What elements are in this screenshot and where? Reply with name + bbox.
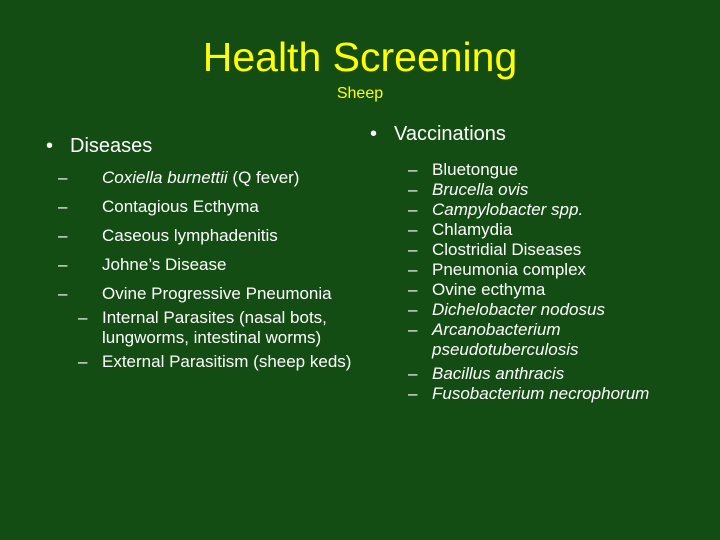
dash-icon: – [408, 300, 418, 319]
disease-name: Caseous lymphadenitis [102, 226, 278, 245]
dash-icon: – [408, 260, 418, 279]
dash-icon: – [408, 180, 418, 199]
list-item [370, 220, 710, 240]
vaccine-name: Dichelobacter nodosus [432, 300, 605, 319]
vaccine-name: Fusobacterium necrophorum [432, 384, 650, 403]
list-item [46, 308, 356, 348]
list-item [370, 384, 710, 404]
disease-name: Internal Parasites (nasal bots, lungworms, intestinal worms) [102, 308, 327, 347]
list-item [370, 300, 710, 320]
list-item [46, 197, 356, 217]
list-item [46, 255, 356, 275]
list-item [370, 280, 710, 300]
dash-icon: – [58, 197, 68, 216]
vaccine-name: Campylobacter spp. [432, 200, 584, 219]
vaccine-name: Chlamydia [432, 220, 513, 239]
list-item [46, 352, 356, 372]
diseases-column [46, 134, 356, 381]
vaccine-name: Brucella ovis [432, 180, 529, 199]
dash-icon: – [408, 220, 418, 239]
vaccine-name: Ovine ecthyma [432, 280, 546, 299]
disease-name: Johne’s Disease [102, 255, 227, 274]
vaccinations-heading-label: Vaccinations [394, 123, 506, 145]
list-item [370, 200, 710, 220]
vaccine-name: Bacillus anthracis [432, 364, 565, 383]
vaccine-name: Bluetongue [432, 160, 519, 179]
slide-subtitle: Sheep [336, 85, 384, 102]
dash-icon: – [58, 168, 68, 187]
list-item [370, 160, 710, 180]
list-item [46, 168, 356, 188]
disease-name: Contagious Ecthyma [102, 197, 259, 216]
bullet-icon: • [46, 135, 54, 157]
list-item [370, 364, 710, 384]
slide-title: Health Screening [202, 34, 518, 80]
disease-name-italic: Coxiella burnettii [102, 168, 228, 187]
diseases-heading [46, 134, 356, 158]
list-item [370, 180, 710, 200]
diseases-list [46, 168, 356, 372]
disease-name: External Parasitism (sheep keds) [102, 352, 352, 371]
dash-icon: – [78, 308, 88, 327]
dash-icon: – [58, 255, 68, 274]
vaccine-name: Clostridial Diseases [432, 240, 582, 259]
vaccinations-column [370, 122, 710, 408]
list-item [370, 240, 710, 260]
dash-icon: – [58, 226, 68, 245]
vaccine-name: Arcanobacterium pseudotuberculosis [432, 320, 579, 359]
list-item [46, 226, 356, 246]
dash-icon: – [408, 200, 418, 219]
dash-icon: – [408, 384, 418, 403]
disease-name-suffix: (Q fever) [227, 168, 300, 187]
disease-name: Ovine Progressive Pneumonia [102, 284, 332, 303]
vaccinations-list [370, 160, 710, 404]
dash-icon: – [78, 352, 88, 371]
bullet-icon: • [370, 123, 378, 145]
dash-icon: – [408, 160, 418, 179]
dash-icon: – [408, 364, 418, 383]
vaccine-name: Pneumonia complex [432, 260, 587, 279]
dash-icon: – [408, 320, 418, 339]
vaccinations-heading [370, 122, 710, 146]
dash-icon: – [58, 284, 68, 303]
diseases-heading-label: Diseases [70, 135, 153, 157]
list-item [370, 260, 710, 280]
dash-icon: – [408, 240, 418, 259]
list-item [370, 320, 710, 360]
dash-icon: – [408, 280, 418, 299]
list-item [46, 284, 356, 304]
